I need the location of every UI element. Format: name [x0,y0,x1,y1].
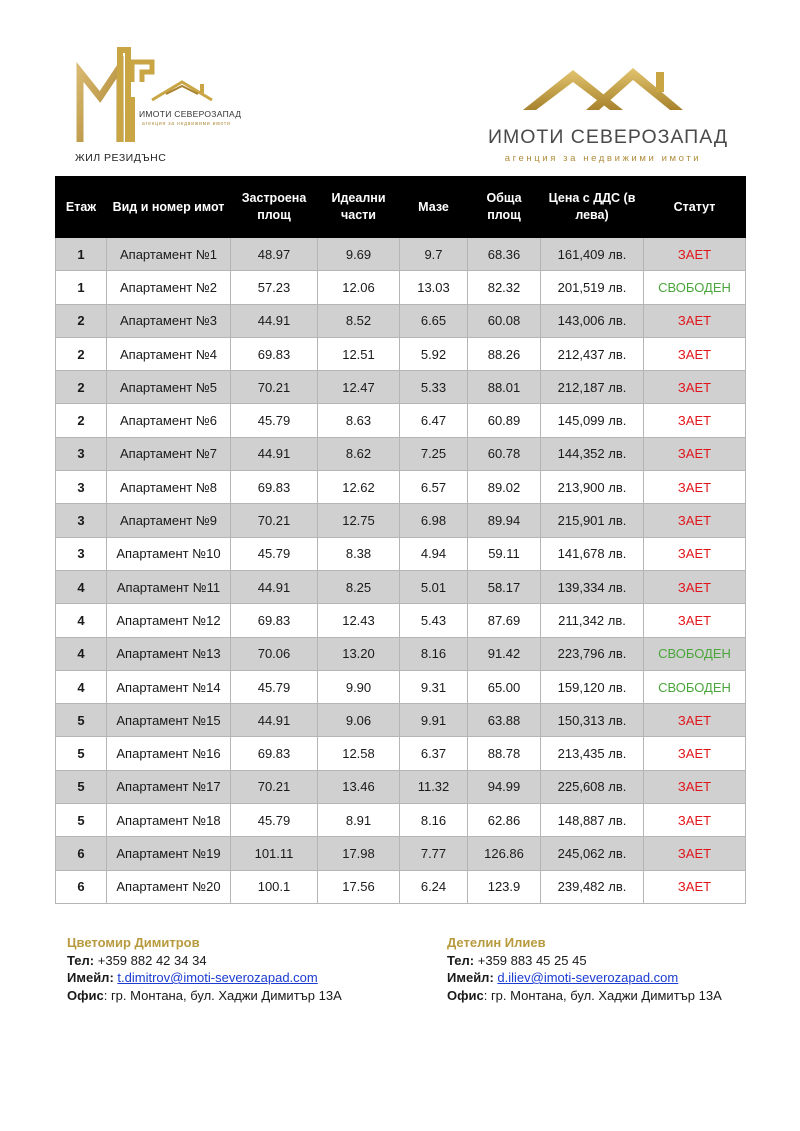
cell-ideal-parts: 9.06 [318,704,400,737]
office-label: Офис [67,987,104,1003]
cell-basement: 6.37 [400,737,468,770]
cell-built-area: 45.79 [231,537,318,570]
table-body [56,238,746,904]
cell-status: ЗАЕТ [644,570,746,603]
cell-status: ЗАЕТ [644,804,746,837]
contact-office-line [67,987,342,1005]
cell-status: ЗАЕТ [644,537,746,570]
cell-unit: Апартамент №8 [107,471,231,504]
cell-ideal-parts: 8.38 [318,537,400,570]
table-row [56,404,746,437]
office-label: Офис [447,987,484,1003]
cell-built-area: 70.21 [231,371,318,404]
cell-price: 159,120 лв. [541,670,644,703]
table-row [56,271,746,304]
cell-total-area: 59.11 [468,537,541,570]
cell-unit: Апартамент №18 [107,804,231,837]
cell-unit: Апартамент №5 [107,371,231,404]
contact-name: Цветомир Димитров [67,935,200,950]
cell-ideal-parts: 8.52 [318,304,400,337]
cell-unit: Апартамент №1 [107,238,231,271]
cell-floor: 1 [56,271,107,304]
cell-basement: 6.47 [400,404,468,437]
cell-ideal-parts: 12.58 [318,737,400,770]
cell-unit: Апартамент №20 [107,870,231,903]
cell-price: 212,187 лв. [541,371,644,404]
cell-built-area: 48.97 [231,238,318,271]
header-total-area: Обща площ [468,177,541,238]
cell-status: ЗАЕТ [644,504,746,537]
cell-unit: Апартамент №19 [107,837,231,870]
cell-price: 215,901 лв. [541,504,644,537]
cell-floor: 2 [56,304,107,337]
cell-ideal-parts: 12.47 [318,371,400,404]
cell-ideal-parts: 8.25 [318,570,400,603]
cell-built-area: 45.79 [231,404,318,437]
cell-ideal-parts: 17.56 [318,870,400,903]
cell-total-area: 123.9 [468,870,541,903]
table-row [56,670,746,703]
cell-total-area: 87.69 [468,604,541,637]
header-basement: Мазе [400,177,468,238]
cell-basement: 5.43 [400,604,468,637]
office-address: : гр. Монтана, бул. Хаджи Димитър 13А [483,987,722,1003]
cell-price: 213,900 лв. [541,471,644,504]
table-row [56,604,746,637]
cell-ideal-parts: 12.75 [318,504,400,537]
phone-number[interactable]: +359 883 45 25 45 [477,952,587,968]
table-row [56,804,746,837]
cell-basement: 7.25 [400,437,468,470]
cell-total-area: 94.99 [468,770,541,803]
cell-total-area: 68.36 [468,238,541,271]
table-row [56,371,746,404]
table-row [56,504,746,537]
cell-basement: 4.94 [400,537,468,570]
cell-floor: 4 [56,670,107,703]
cell-price: 144,352 лв. [541,437,644,470]
cell-total-area: 88.26 [468,337,541,370]
cell-status: ЗАЕТ [644,737,746,770]
cell-total-area: 58.17 [468,570,541,603]
cell-unit: Апартамент №10 [107,537,231,570]
cell-built-area: 70.21 [231,504,318,537]
contact-email-line [447,969,722,987]
table-row [56,537,746,570]
cell-price: 212,437 лв. [541,337,644,370]
cell-built-area: 69.83 [231,471,318,504]
contact-office-line [447,987,722,1005]
cell-floor: 6 [56,837,107,870]
cell-status: ЗАЕТ [644,304,746,337]
cell-floor: 5 [56,804,107,837]
left-logo-agency-name: ИМОТИ СЕВЕРОЗАПАД [139,109,242,119]
phone-label: Тел: [447,952,475,968]
cell-price: 213,435 лв. [541,737,644,770]
table-row [56,304,746,337]
contact-email-line [67,969,342,987]
cell-ideal-parts: 9.69 [318,238,400,271]
cell-built-area: 44.91 [231,437,318,470]
cell-price: 143,006 лв. [541,304,644,337]
cell-basement: 7.77 [400,837,468,870]
cell-ideal-parts: 17.98 [318,837,400,870]
cell-basement: 5.33 [400,371,468,404]
cell-price: 161,409 лв. [541,238,644,271]
header-ideal-parts: Идеални части [318,177,400,238]
cell-total-area: 63.88 [468,704,541,737]
residence-logo-mark-icon [70,42,240,152]
cell-status: ЗАЕТ [644,870,746,903]
table-row [56,437,746,470]
cell-status: СВОБОДЕН [644,637,746,670]
contact-phone-line [67,952,342,970]
cell-basement: 9.31 [400,670,468,703]
cell-price: 211,342 лв. [541,604,644,637]
cell-price: 150,313 лв. [541,704,644,737]
phone-number[interactable]: +359 882 42 34 34 [97,952,207,968]
cell-basement: 6.65 [400,304,468,337]
right-logo-agency-name: ИМОТИ СЕВЕРОЗАПАД [488,126,729,148]
cell-built-area: 44.91 [231,304,318,337]
cell-basement: 6.57 [400,471,468,504]
cell-status: ЗАЕТ [644,770,746,803]
header-built-area: Застроена площ [231,177,318,238]
cell-ideal-parts: 12.06 [318,271,400,304]
apartments-price-table [55,176,746,904]
cell-floor: 3 [56,504,107,537]
contact-card [67,934,342,1004]
table-row [56,737,746,770]
cell-floor: 5 [56,737,107,770]
cell-ideal-parts: 8.63 [318,404,400,437]
cell-built-area: 69.83 [231,737,318,770]
cell-floor: 4 [56,604,107,637]
cell-floor: 2 [56,337,107,370]
cell-price: 223,796 лв. [541,637,644,670]
cell-status: ЗАЕТ [644,837,746,870]
table-header-row [56,177,746,238]
cell-status: СВОБОДЕН [644,271,746,304]
cell-price: 148,887 лв. [541,804,644,837]
cell-basement: 13.03 [400,271,468,304]
cell-floor: 4 [56,637,107,670]
cell-total-area: 88.01 [468,371,541,404]
table-row [56,471,746,504]
cell-built-area: 69.83 [231,337,318,370]
left-logo-project-name: ЖИЛ РЕЗИДЪНС [75,152,167,164]
cell-price: 145,099 лв. [541,404,644,437]
email-link[interactable]: t.dimitrov@imoti-severozapad.com [117,970,318,985]
cell-unit: Апартамент №17 [107,770,231,803]
header-status: Статут [644,177,746,238]
cell-floor: 5 [56,704,107,737]
cell-basement: 9.91 [400,704,468,737]
cell-status: СВОБОДЕН [644,670,746,703]
cell-floor: 1 [56,238,107,271]
table-row [56,637,746,670]
table-row [56,238,746,271]
office-address: : гр. Монтана, бул. Хаджи Димитър 13А [103,987,342,1003]
cell-ideal-parts: 8.62 [318,437,400,470]
cell-total-area: 82.32 [468,271,541,304]
cell-built-area: 45.79 [231,804,318,837]
cell-built-area: 44.91 [231,704,318,737]
table-row [56,337,746,370]
header-unit: Вид и номер имот [107,177,231,238]
cell-status: ЗАЕТ [644,371,746,404]
table-row [56,704,746,737]
cell-basement: 5.01 [400,570,468,603]
left-logo-agency-subtitle: агенция за недвижими имоти [142,121,231,127]
cell-price: 139,334 лв. [541,570,644,603]
cell-unit: Апартамент №13 [107,637,231,670]
table-row [56,837,746,870]
cell-built-area: 101.11 [231,837,318,870]
cell-total-area: 60.78 [468,437,541,470]
table-row [56,870,746,903]
cell-total-area: 62.86 [468,804,541,837]
cell-total-area: 88.78 [468,737,541,770]
cell-built-area: 100.1 [231,870,318,903]
cell-unit: Апартамент №16 [107,737,231,770]
cell-floor: 2 [56,404,107,437]
cell-ideal-parts: 13.20 [318,637,400,670]
cell-price: 225,608 лв. [541,770,644,803]
right-logo-agency-subtitle: агенция за недвижими имоти [504,153,702,164]
cell-basement: 11.32 [400,770,468,803]
cell-price: 245,062 лв. [541,837,644,870]
cell-total-area: 91.42 [468,637,541,670]
cell-total-area: 60.08 [468,304,541,337]
house-roof-logo-icon [518,60,688,116]
cell-status: ЗАЕТ [644,437,746,470]
cell-basement: 9.7 [400,238,468,271]
cell-built-area: 70.06 [231,637,318,670]
cell-floor: 6 [56,870,107,903]
cell-unit: Апартамент №2 [107,271,231,304]
cell-ideal-parts: 12.51 [318,337,400,370]
phone-label: Тел: [67,952,95,968]
cell-unit: Апартамент №11 [107,570,231,603]
cell-floor: 4 [56,570,107,603]
header-price: Цена с ДДС (в лева) [541,177,644,238]
cell-unit: Апартамент №7 [107,437,231,470]
cell-status: ЗАЕТ [644,471,746,504]
cell-ideal-parts: 13.46 [318,770,400,803]
cell-total-area: 126.86 [468,837,541,870]
cell-price: 239,482 лв. [541,870,644,903]
cell-total-area: 65.00 [468,670,541,703]
cell-total-area: 89.02 [468,471,541,504]
cell-basement: 8.16 [400,804,468,837]
cell-unit: Апартамент №15 [107,704,231,737]
cell-status: ЗАЕТ [644,337,746,370]
cell-unit: Апартамент №4 [107,337,231,370]
cell-floor: 3 [56,471,107,504]
cell-total-area: 89.94 [468,504,541,537]
cell-status: ЗАЕТ [644,704,746,737]
cell-built-area: 44.91 [231,570,318,603]
contact-name: Детелин Илиев [447,935,546,950]
left-logo [70,42,250,172]
cell-floor: 2 [56,371,107,404]
cell-unit: Апартамент №12 [107,604,231,637]
cell-ideal-parts: 12.43 [318,604,400,637]
email-label: Имейл: [447,970,494,985]
cell-price: 141,678 лв. [541,537,644,570]
cell-basement: 6.24 [400,870,468,903]
cell-unit: Апартамент №9 [107,504,231,537]
cell-built-area: 57.23 [231,271,318,304]
cell-price: 201,519 лв. [541,271,644,304]
cell-ideal-parts: 9.90 [318,670,400,703]
cell-unit: Апартамент №6 [107,404,231,437]
table-row [56,770,746,803]
cell-basement: 8.16 [400,637,468,670]
header-floor: Етаж [56,177,107,238]
cell-floor: 3 [56,537,107,570]
cell-floor: 5 [56,770,107,803]
cell-status: ЗАЕТ [644,404,746,437]
cell-ideal-parts: 8.91 [318,804,400,837]
email-label: Имейл: [67,970,114,985]
cell-basement: 6.98 [400,504,468,537]
cell-ideal-parts: 12.62 [318,471,400,504]
cell-status: ЗАЕТ [644,604,746,637]
contact-phone-line [447,952,722,970]
cell-floor: 3 [56,437,107,470]
cell-built-area: 45.79 [231,670,318,703]
table-row [56,570,746,603]
cell-status: ЗАЕТ [644,238,746,271]
cell-total-area: 60.89 [468,404,541,437]
cell-built-area: 70.21 [231,770,318,803]
right-logo [488,60,729,170]
contact-card [447,934,722,1004]
email-link[interactable]: d.iliev@imoti-severozapad.com [497,970,679,985]
cell-unit: Апартамент №3 [107,304,231,337]
cell-basement: 5.92 [400,337,468,370]
cell-unit: Апартамент №14 [107,670,231,703]
cell-built-area: 69.83 [231,604,318,637]
